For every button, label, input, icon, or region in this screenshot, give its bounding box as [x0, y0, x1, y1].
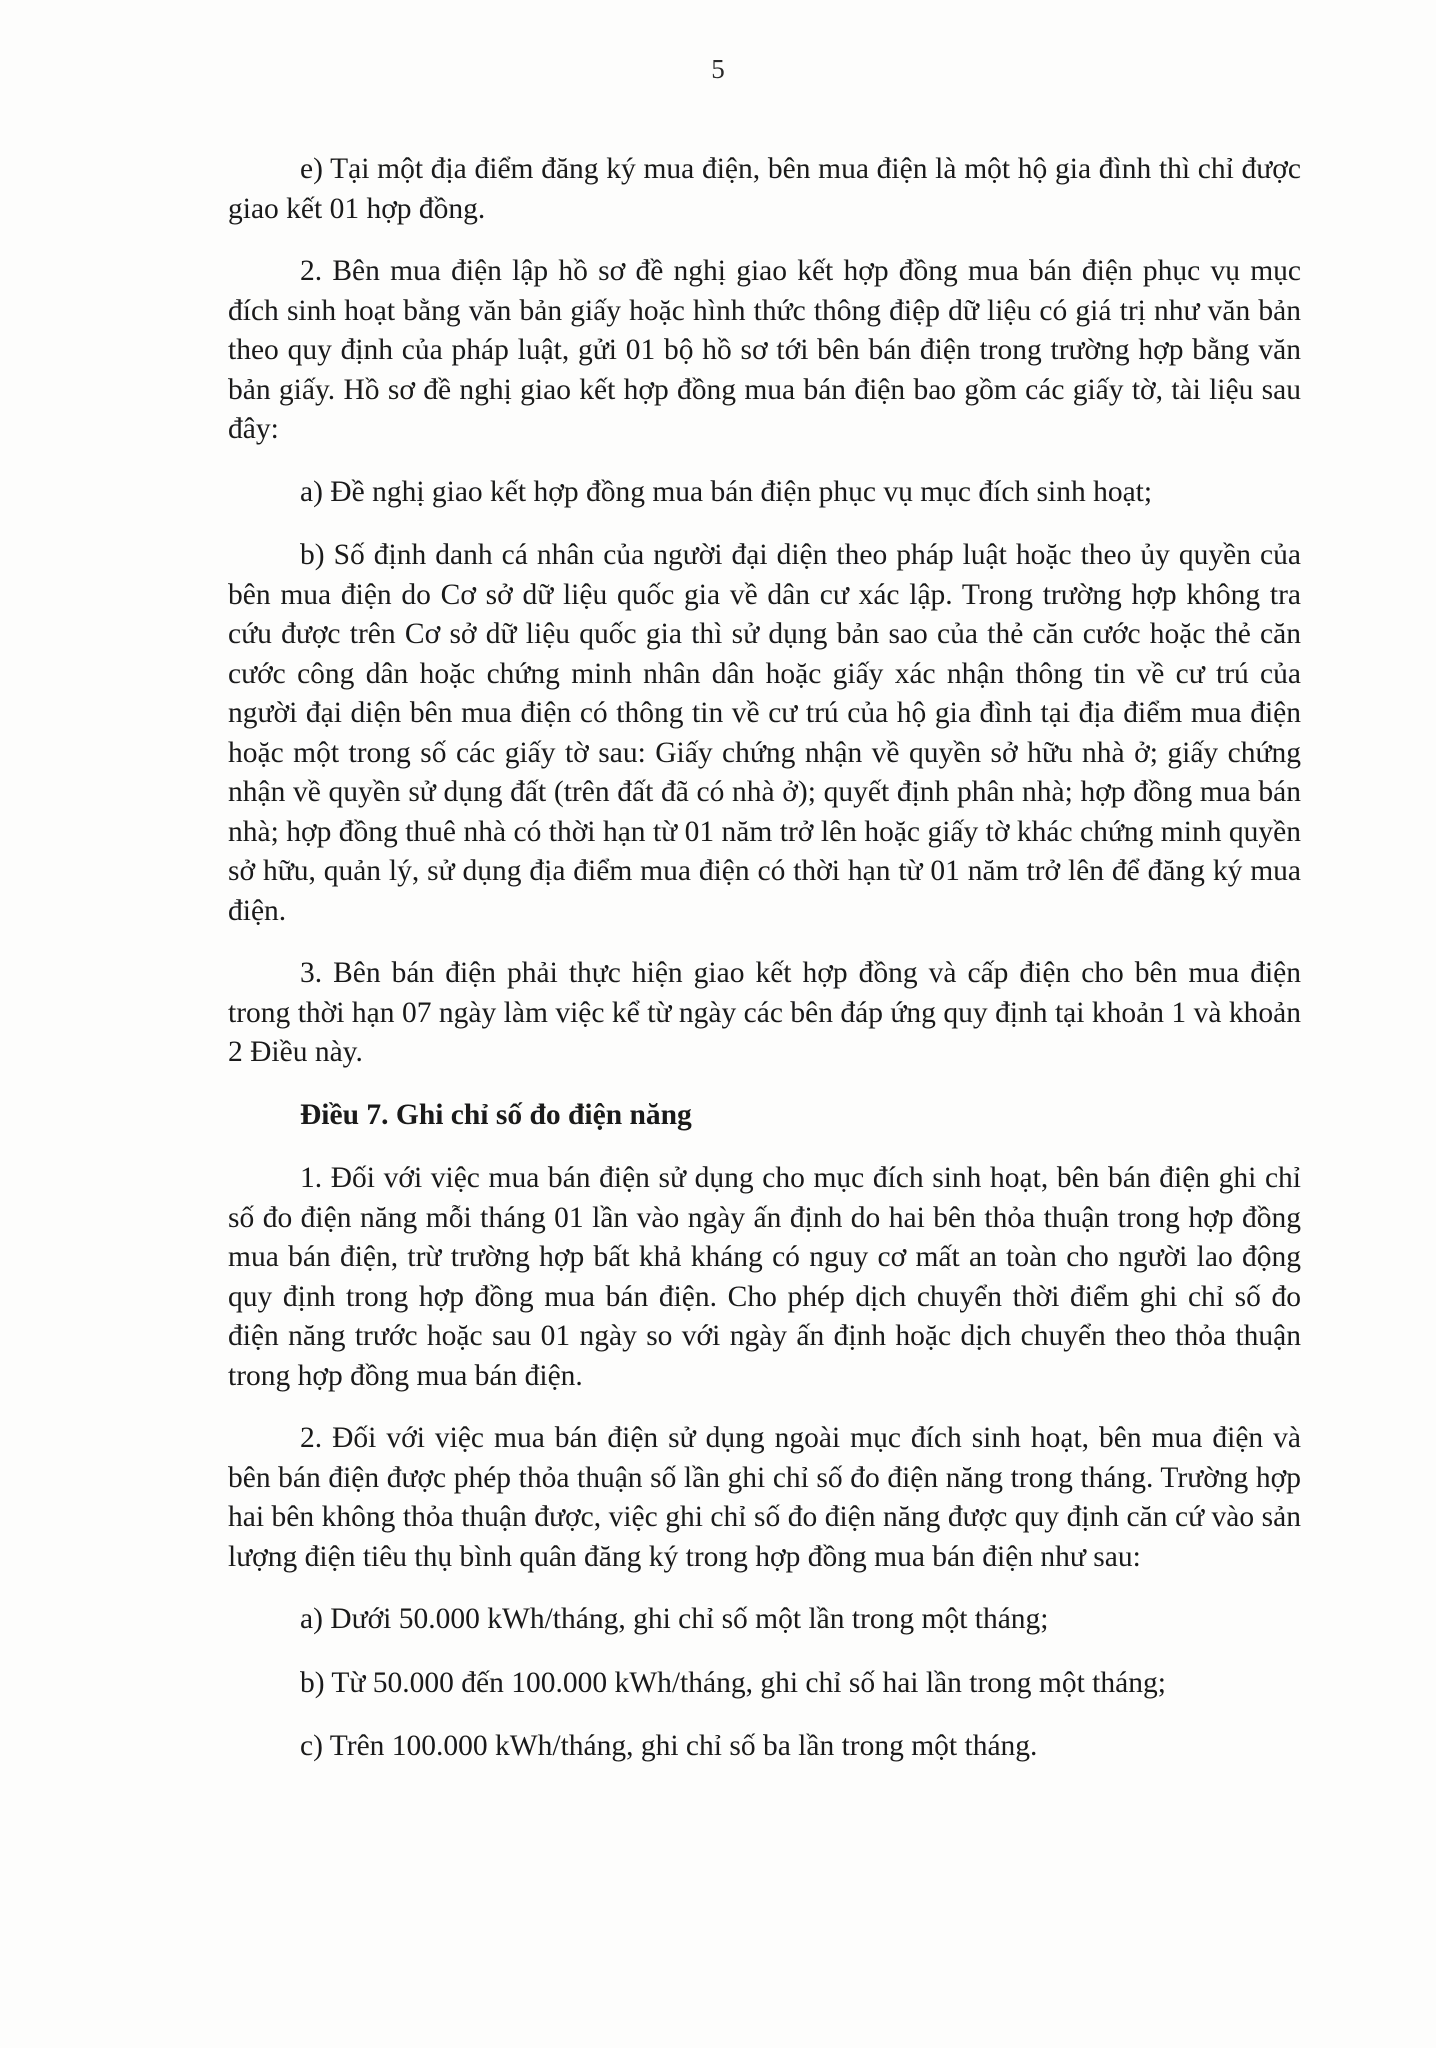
paragraph-b-personal-id: b) Số định danh cá nhân của người đại diện theo pháp luật hoặc theo ủy quyền của bên mua điện do Cơ sở dữ liệu quốc gia về dân cư xác lập. Trong trường hợp không tra cứu được trên Cơ sở dữ liệu quốc gia thì sử dụng bản sao của thẻ căn cước hoặc thẻ căn cước công dân hoặc chứng minh nhân dân hoặc giấy xác nhận thông tin về cư trú của người đại diện bên mua điện có thông tin về cư trú của hộ gia đình tại địa điểm mua điện hoặc một trong số các giấy tờ sau: Giấy chứng nhận về quyền sở hữu nhà ở; giấy chứng nhận về quyền sử dụng đất (trên đất đã có nhà ở); quyết định phân nhà; hợp đồng mua bán nhà; hợp đồng thuê nhà có thời hạn từ 01 năm trở lên hoặc giấy tờ khác chứng minh quyền sở hữu, quản lý, sử dụng địa điểm mua điện có thời hạn từ 01 năm trở lên để đăng ký mua điện.	[228, 539, 1301, 927]
article-7-heading: Điều 7. Ghi chỉ số đo điện năng	[300, 1098, 692, 1131]
paragraph-2-non-household-reading: 2. Đối với việc mua bán điện sử dụng ngoài mục đích sinh hoạt, bên mua điện và bên bán điện được phép thỏa thuận số lần ghi chỉ số đo điện năng trong tháng. Trường hợp hai bên không thỏa thuận được, việc ghi chỉ số đo điện năng được quy định căn cứ vào sản lượng điện tiêu thụ bình quân đăng ký trong hợp đồng mua bán điện như sau:	[228, 1422, 1301, 1573]
paragraph-b-50000-to-100000: b) Từ 50.000 đến 100.000 kWh/tháng, ghi chỉ số hai lần trong một tháng;	[300, 1666, 1166, 1699]
paragraph-c-over-100000: c) Trên 100.000 kWh/tháng, ghi chỉ số ba lần trong một tháng.	[300, 1730, 1038, 1762]
paragraph-3-seller-obligation: 3. Bên bán điện phải thực hiện giao kết hợp đồng và cấp điện cho bên mua điện trong thời hạn 07 ngày làm việc kể từ ngày các bên đáp ứng quy định tại khoản 1 và khoản 2 Điều này.	[228, 957, 1301, 1068]
paragraph-a-under-50000: a) Dưới 50.000 kWh/tháng, ghi chỉ số một lần trong một tháng;	[300, 1603, 1049, 1635]
paragraph-1-household-reading: 1. Đối với việc mua bán điện sử dụng cho mục đích sinh hoạt, bên bán điện ghi chỉ số đo điện năng mỗi tháng 01 lần vào ngày ấn định do hai bên thỏa thuận trong hợp đồng mua bán điện, trừ trường hợp bất khả kháng có nguy cơ mất an toàn cho người lao động quy định trong hợp đồng mua bán điện. Cho phép dịch chuyển thời điểm ghi chỉ số đo điện năng trước hoặc sau 01 ngày so với ngày ấn định hoặc dịch chuyển theo thỏa thuận trong hợp đồng mua bán điện.	[228, 1162, 1301, 1392]
paragraph-e-one-contract: e) Tại một địa điểm đăng ký mua điện, bên mua điện là một hộ gia đình thì chỉ được giao kết 01 hợp đồng.	[228, 153, 1301, 225]
paragraph-2-application-dossier: 2. Bên mua điện lập hồ sơ đề nghị giao kết hợp đồng mua bán điện phục vụ mục đích sinh hoạt bằng văn bản giấy hoặc hình thức thông điệp dữ liệu có giá trị như văn bản theo quy định của pháp luật, gửi 01 bộ hồ sơ tới bên bán điện trong trường hợp bằng văn bản giấy. Hồ sơ đề nghị giao kết hợp đồng mua bán điện bao gồm các giấy tờ, tài liệu sau đây:	[228, 255, 1301, 445]
page-number: 5	[711, 54, 725, 84]
paragraph-a-request: a) Đề nghị giao kết hợp đồng mua bán điện phục vụ mục đích sinh hoạt;	[300, 475, 1153, 508]
document-body	[228, 150, 1301, 1791]
